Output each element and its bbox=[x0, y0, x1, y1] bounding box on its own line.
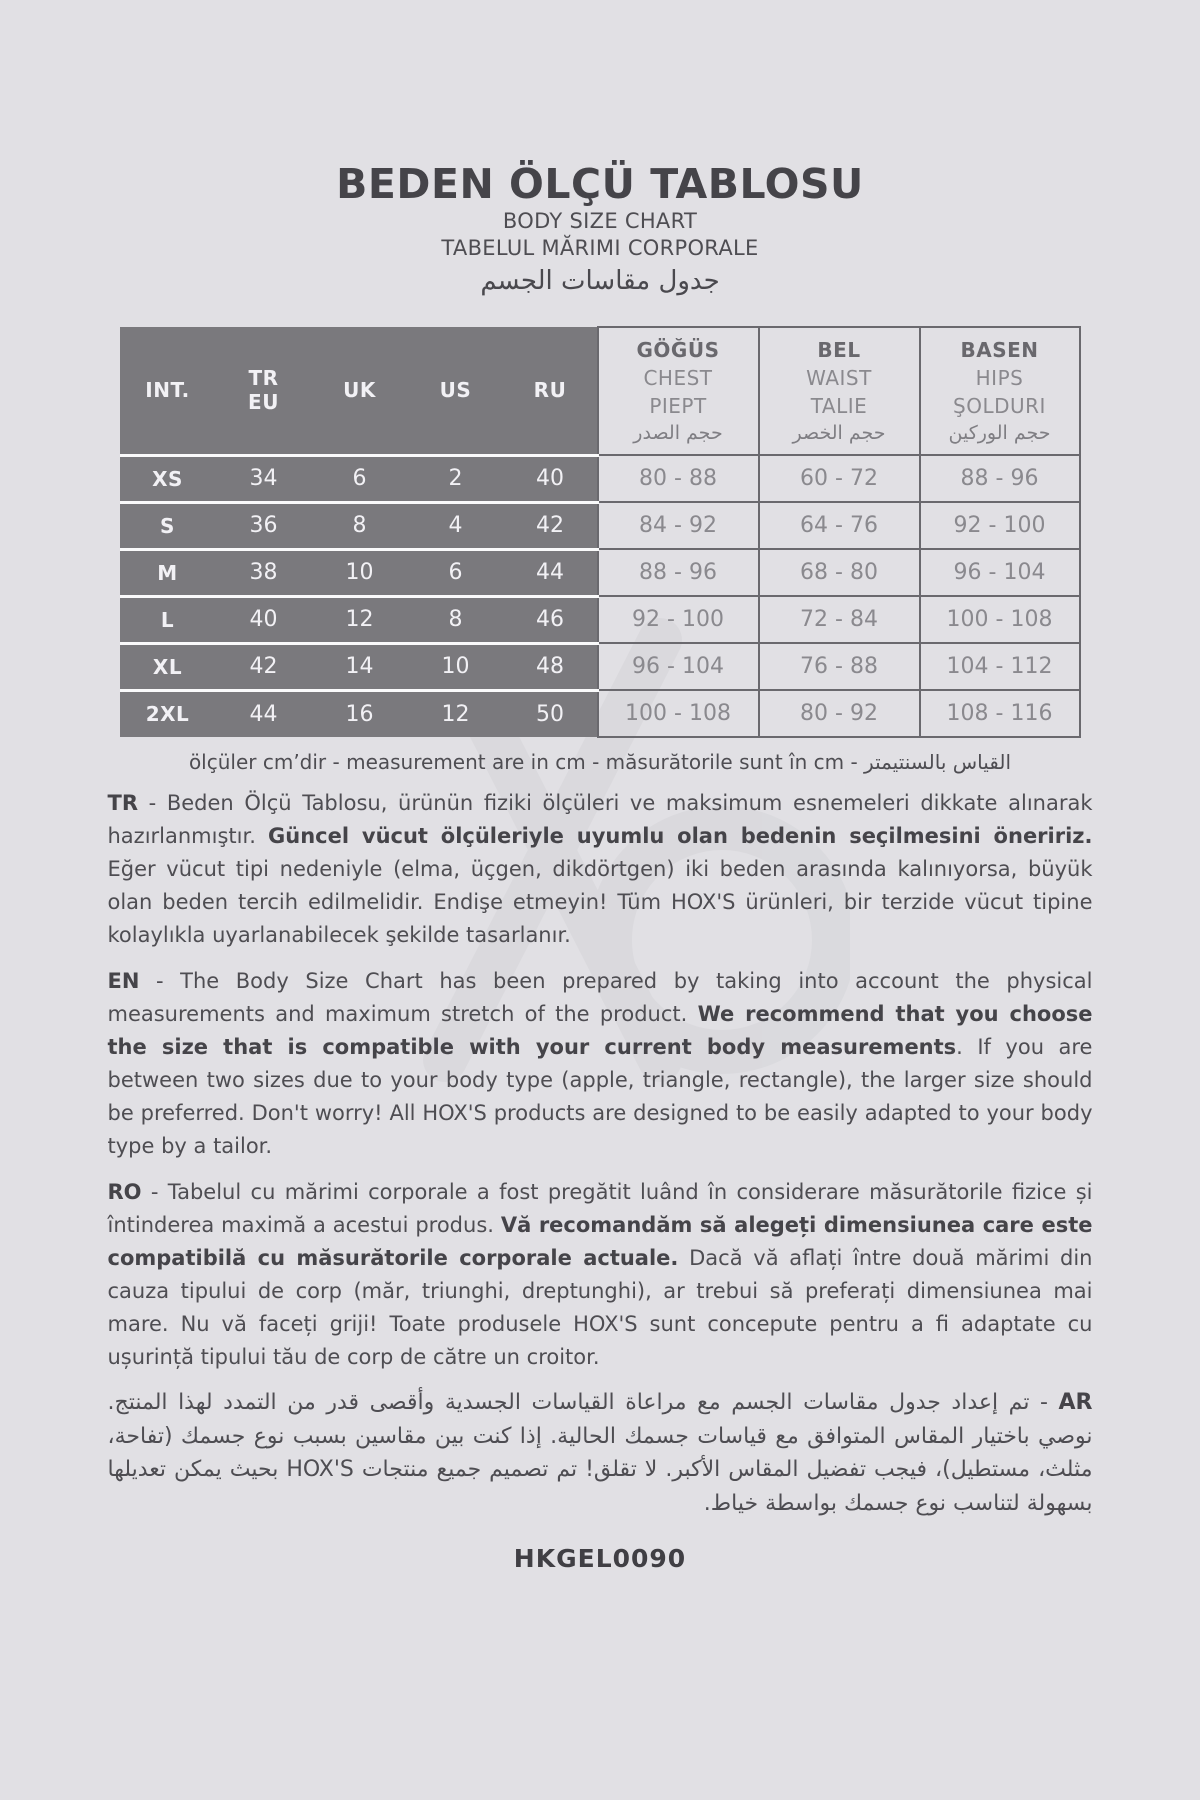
ru-cell: 42 bbox=[504, 502, 598, 549]
table-row bbox=[120, 643, 1080, 690]
table-row bbox=[120, 502, 1080, 549]
uk-cell: 16 bbox=[312, 690, 408, 737]
paragraph-tr-text: Eğer vücut tipi nedeniyle (elma, üçgen, dikdörtgen) iki beden arasında kalınıyorsa, büyük olan beden tercih edilmelidir. Endişe etmeyin! Tüm HOX'S ürünleri, bir terzide vücut tipine kolaylıkla uyarlanabilecek şekilde tasarlanır. bbox=[107, 856, 1093, 947]
header-chest: GÖĞÜS CHEST PIEPT حجم الصدر bbox=[598, 327, 759, 455]
table-row bbox=[120, 549, 1080, 596]
waist-cell: 72 - 84 bbox=[759, 596, 920, 643]
header-waist: BEL WAIST TALIE حجم الخصر bbox=[759, 327, 920, 455]
ru-cell: 44 bbox=[504, 549, 598, 596]
uk-cell: 12 bbox=[312, 596, 408, 643]
uk-cell: 6 bbox=[312, 455, 408, 502]
table-row bbox=[120, 596, 1080, 643]
paragraph-ro bbox=[108, 1176, 1093, 1374]
us-cell: 8 bbox=[408, 596, 504, 643]
hips-cell: 96 - 104 bbox=[920, 549, 1080, 596]
chest-cell: 92 - 100 bbox=[598, 596, 759, 643]
table-row bbox=[120, 455, 1080, 502]
paragraph-en-text: . If you are between two sizes due to your body type (apple, triangle, rectangle), the larger size should be preferred. Don't worry! All HOX'S products are designed to be easily adapted to your body type by a tailor. bbox=[107, 1034, 1093, 1158]
header-ru: RU bbox=[504, 327, 598, 455]
size-cell: S bbox=[120, 502, 216, 549]
hips-cell: 88 - 96 bbox=[920, 455, 1080, 502]
uk-cell: 8 bbox=[312, 502, 408, 549]
paragraph-en-label: EN bbox=[107, 968, 140, 993]
header-int: INT. bbox=[120, 327, 216, 455]
header-hips: BASEN HIPS ŞOLDURI حجم الوركين bbox=[920, 327, 1080, 455]
uk-cell: 10 bbox=[312, 549, 408, 596]
text-block bbox=[108, 750, 1093, 1573]
chest-cell: 88 - 96 bbox=[598, 549, 759, 596]
tr-eu-cell: 40 bbox=[216, 596, 312, 643]
tr-eu-cell: 42 bbox=[216, 643, 312, 690]
table-header-row bbox=[120, 327, 1080, 455]
ru-cell: 40 bbox=[504, 455, 598, 502]
size-cell: L bbox=[120, 596, 216, 643]
subtitle-ro: TABELUL MĂRIMI CORPORALE bbox=[441, 236, 759, 260]
uk-cell: 14 bbox=[312, 643, 408, 690]
tr-eu-cell: 38 bbox=[216, 549, 312, 596]
waist-cell: 80 - 92 bbox=[759, 690, 920, 737]
subtitle-ar: جدول مقاسات الجسم bbox=[480, 266, 720, 296]
paragraph-en-bold: We recommend that you choose the size that is compatible with your current body measurements bbox=[107, 1001, 1093, 1059]
hips-cell: 92 - 100 bbox=[920, 502, 1080, 549]
tr-eu-cell: 34 bbox=[216, 455, 312, 502]
product-code: HKGEL0090 bbox=[513, 1544, 687, 1574]
paragraph-en-text: - The Body Size Chart has been prepared by taking into account the physical measurements and maximum stretch of the product. bbox=[107, 968, 1093, 1026]
size-cell: XL bbox=[120, 643, 216, 690]
size-cell: M bbox=[120, 549, 216, 596]
ru-cell: 46 bbox=[504, 596, 598, 643]
paragraph-ro-text: Dacă vă aflați între două mărimi din cauza tipului de corp (măr, triunghi, dreptunghi), ar trebui să preferați dimensiunea mai mare. Nu vă faceți griji! Toate produsele HOX'S sunt concepute pentru a fi adaptate cu ușurință tipului tău de corp de către un croitor. bbox=[107, 1245, 1093, 1369]
header-uk: UK bbox=[312, 327, 408, 455]
paragraph-ar bbox=[108, 1386, 1093, 1520]
ru-cell: 48 bbox=[504, 643, 598, 690]
paragraph-ro-label: RO bbox=[107, 1179, 142, 1204]
table-row bbox=[120, 690, 1080, 737]
paragraph-tr-label: TR bbox=[107, 791, 138, 815]
page-title: BEDEN ÖLÇÜ TABLOSU bbox=[336, 160, 864, 208]
waist-cell: 68 - 80 bbox=[759, 549, 920, 596]
header-us: US bbox=[408, 327, 504, 455]
chest-cell: 96 - 104 bbox=[598, 643, 759, 690]
size-table bbox=[120, 326, 1081, 738]
waist-cell: 76 - 88 bbox=[759, 643, 920, 690]
tr-eu-cell: 44 bbox=[216, 690, 312, 737]
subtitle-en: BODY SIZE CHART bbox=[502, 209, 698, 233]
hips-cell: 104 - 112 bbox=[920, 643, 1080, 690]
ru-cell: 50 bbox=[504, 690, 598, 737]
hips-cell: 100 - 108 bbox=[920, 596, 1080, 643]
paragraph-tr-text: - Beden Ölçü Tablosu, ürünün fiziki ölçüleri ve maksimum esnemeleri dikkate alınarak hazırlanmıştır. bbox=[107, 791, 1093, 848]
chest-cell: 84 - 92 bbox=[598, 502, 759, 549]
tr-eu-cell: 36 bbox=[216, 502, 312, 549]
size-cell: XS bbox=[120, 455, 216, 502]
us-cell: 6 bbox=[408, 549, 504, 596]
size-cell: 2XL bbox=[120, 690, 216, 737]
us-cell: 2 bbox=[408, 455, 504, 502]
us-cell: 12 bbox=[408, 690, 504, 737]
chest-cell: 80 - 88 bbox=[598, 455, 759, 502]
chest-cell: 100 - 108 bbox=[598, 690, 759, 737]
waist-cell: 64 - 76 bbox=[759, 502, 920, 549]
paragraph-en bbox=[108, 965, 1093, 1163]
us-cell: 10 bbox=[408, 643, 504, 690]
header-tr-eu: TR EU bbox=[216, 327, 312, 455]
unit-note: ölçüler cm’dir - measurement are in cm - măsurătorile sunt în cm - القياس بالسنتيمتر bbox=[188, 750, 1012, 774]
waist-cell: 60 - 72 bbox=[759, 455, 920, 502]
paragraph-ar-text: - تم إعداد جدول مقاسات الجسم مع مراعاة القياسات الجسدية وأقصى قدر من التمدد لهذا المنتج. نوصي باختيار المقاس المتوافق مع قياسات جسمك الحالية. إذا كنت بين مقاسين بسبب نوع جسمك (تفاحة، مثلث، مستطيل)، فيجب تفضيل المقاس الأكبر. لا تقلق! تم تصميم جميع منتجات HOX'S بحيث يمكن تعديلها بسهولة لتناسب نوع جسمك بواسطة خياط. bbox=[107, 1390, 1093, 1516]
paragraph-tr bbox=[108, 787, 1093, 952]
us-cell: 4 bbox=[408, 502, 504, 549]
paragraph-ro-text: - Tabelul cu mărimi corporale a fost pregătit luând în considerare măsurătorile fizice și întinderea maximă a acestui produs. bbox=[107, 1179, 1093, 1237]
paragraph-tr-bold: Güncel vücut ölçüleriyle uyumlu olan bedenin seçilmesini öneririz. bbox=[268, 823, 1093, 848]
hips-cell: 108 - 116 bbox=[920, 690, 1080, 737]
paragraph-ro-bold: Vă recomandăm să alegeți dimensiunea care este compatibilă cu măsurătorile corporale actuale. bbox=[107, 1212, 1093, 1270]
paragraph-ar-label: AR bbox=[1058, 1390, 1093, 1416]
